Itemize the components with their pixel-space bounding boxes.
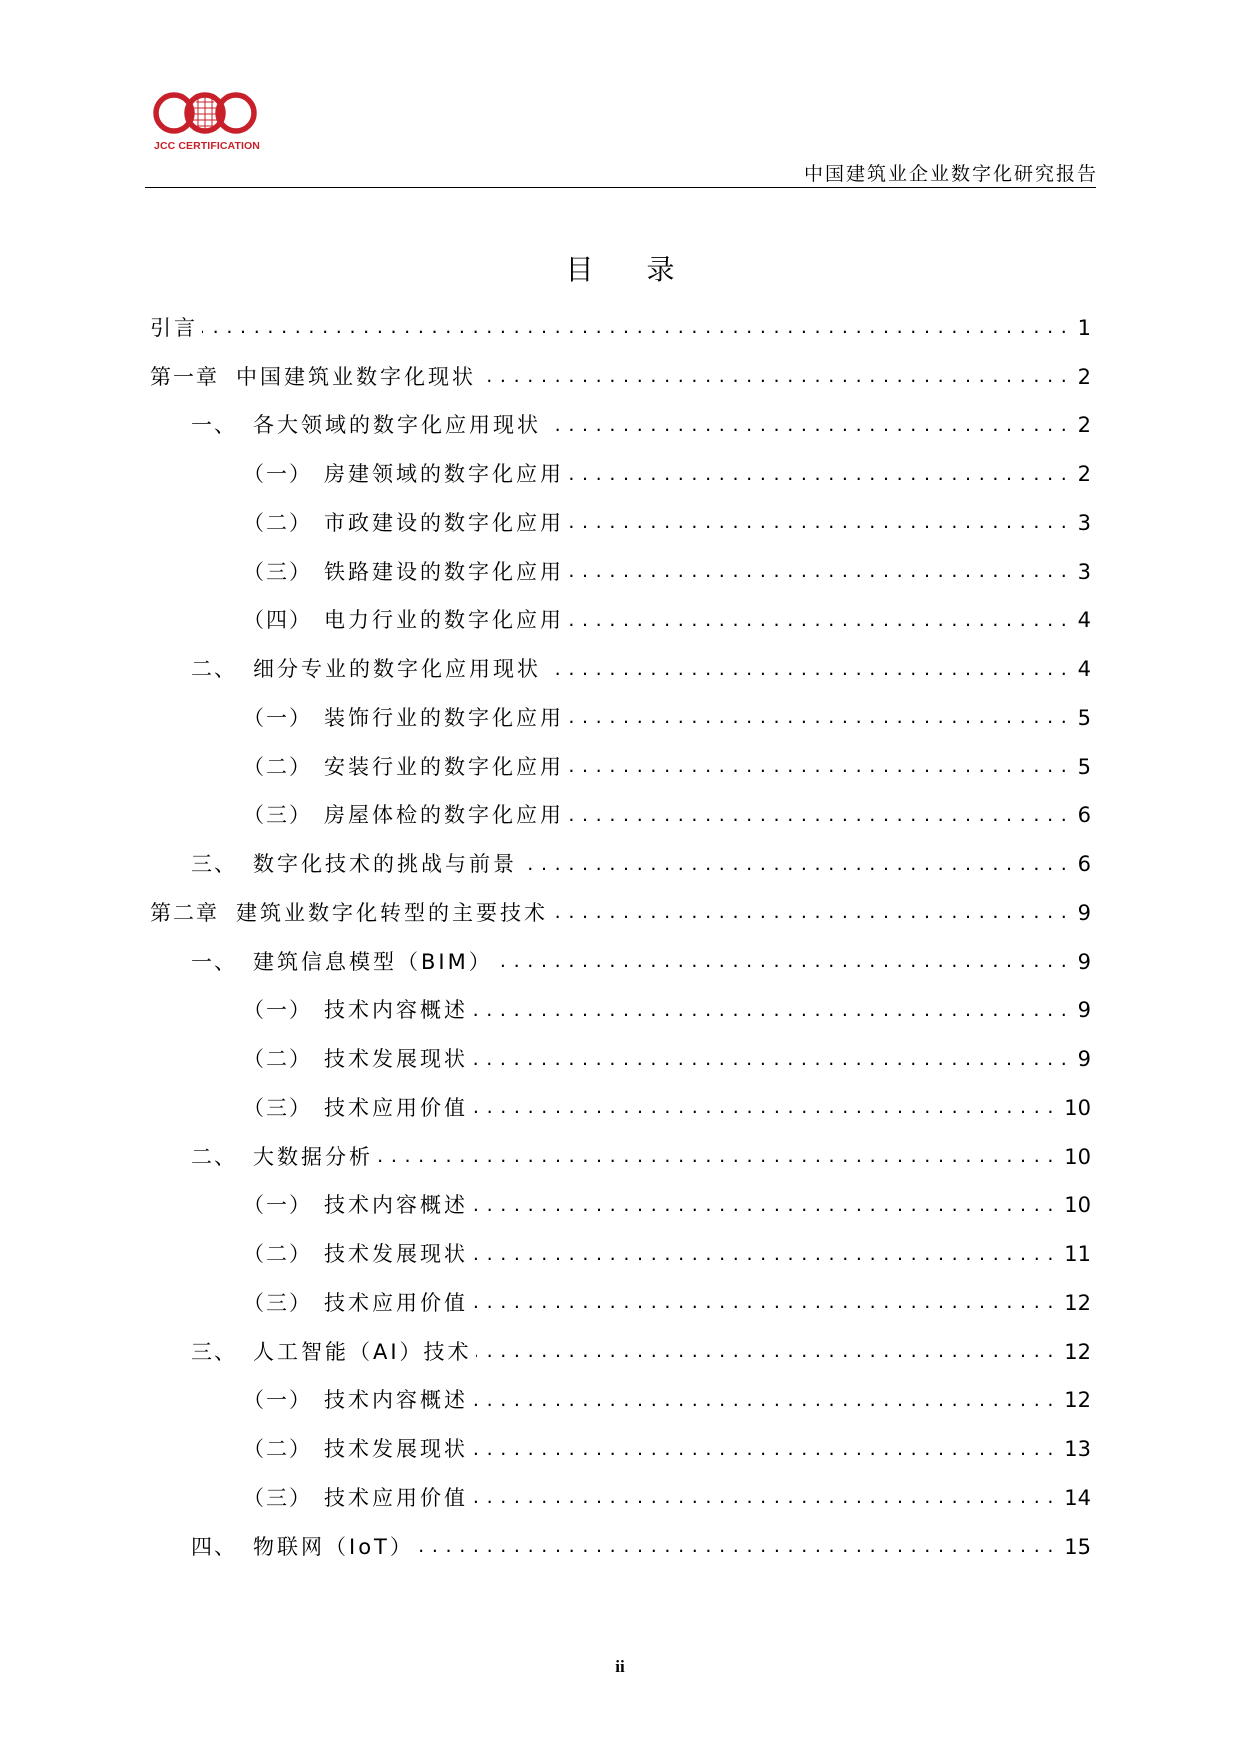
- table-of-contents: [150, 304, 1091, 1572]
- toc-entry-title: 建筑信息模型（BIM）: [253, 949, 493, 974]
- toc-entry-page: 3: [1077, 510, 1091, 535]
- toc-entry-title: 技术发展现状: [324, 1242, 468, 1267]
- toc-dot-leader: [568, 512, 1068, 534]
- toc-dot-leader: [476, 1341, 1055, 1363]
- toc-entry-title: 物联网（IoT）: [253, 1534, 414, 1559]
- toc-entry-page: 4: [1077, 657, 1091, 682]
- toc-entry[interactable]: [150, 402, 1091, 451]
- toc-entry-title: 建筑业数字化转型的主要技术: [236, 900, 548, 925]
- toc-entry-page: 6: [1077, 803, 1091, 828]
- toc-entry-number: 第二章: [150, 900, 219, 925]
- toc-dot-leader: [552, 902, 1068, 924]
- toc-dot-leader: [568, 756, 1068, 778]
- toc-entry-page: 1: [1077, 315, 1091, 340]
- toc-entry-page: 9: [1077, 1047, 1091, 1072]
- toc-entry[interactable]: [150, 499, 1091, 548]
- toc-entry[interactable]: [150, 1523, 1091, 1572]
- toc-entry-title: 技术发展现状: [324, 1437, 468, 1462]
- toc-entry-title: 中国建筑业数字化现状: [236, 364, 476, 389]
- toc-entry-title: 技术内容概述: [324, 1388, 468, 1413]
- toc-entry-page: 6: [1077, 852, 1091, 877]
- toc-entry-number: 二、: [191, 1144, 237, 1169]
- toc-entry-title: 人工智能（AI）技术: [253, 1339, 472, 1364]
- toc-entry-title: 各大领域的数字化应用现状: [253, 413, 541, 438]
- toc-entry-page: 2: [1077, 462, 1091, 487]
- toc-entry-page: 10: [1064, 1193, 1091, 1218]
- toc-entry[interactable]: [150, 450, 1091, 499]
- toc-dot-leader: [472, 1049, 1068, 1071]
- toc-entry-title: 安装行业的数字化应用: [324, 754, 564, 779]
- toc-heading: 目 录: [565, 253, 697, 286]
- toc-entry-title: 技术内容概述: [324, 1193, 468, 1218]
- toc-entry-number: （一）: [243, 1193, 312, 1218]
- toc-entry-number: （二）: [243, 754, 312, 779]
- toc-entry-title: 铁路建设的数字化应用: [324, 559, 564, 584]
- toc-dot-leader: [568, 805, 1068, 827]
- toc-entry-page: 2: [1077, 364, 1091, 389]
- toc-entry[interactable]: [150, 1133, 1091, 1182]
- toc-dot-leader: [480, 366, 1068, 388]
- toc-entry-number: （三）: [243, 1095, 312, 1120]
- toc-entry-page: 11: [1064, 1242, 1091, 1267]
- toc-entry-title: 引言: [150, 315, 198, 340]
- header-divider: [145, 187, 1096, 188]
- toc-entry-number: （一）: [243, 1388, 312, 1413]
- toc-entry-title: 细分专业的数字化应用现状: [253, 657, 541, 682]
- toc-entry-number: 一、: [191, 413, 237, 438]
- toc-entry[interactable]: [150, 304, 1091, 353]
- toc-entry-page: 10: [1064, 1095, 1091, 1120]
- toc-entry-page: 13: [1064, 1437, 1091, 1462]
- toc-dot-leader: [472, 1439, 1054, 1461]
- toc-dot-leader: [472, 1195, 1054, 1217]
- toc-entry[interactable]: [150, 889, 1091, 938]
- toc-entry-number: （一）: [243, 705, 312, 730]
- toc-entry-page: 15: [1064, 1534, 1091, 1559]
- toc-entry-number: （二）: [243, 1047, 312, 1072]
- toc-entry[interactable]: [150, 1084, 1091, 1133]
- toc-entry-page: 14: [1064, 1485, 1091, 1510]
- toc-entry-number: （三）: [243, 803, 312, 828]
- toc-entry[interactable]: [150, 353, 1091, 402]
- toc-entry-title: 电力行业的数字化应用: [324, 608, 564, 633]
- report-title: 中国建筑业企业数字化研究报告: [803, 163, 1098, 185]
- toc-entry-number: （三）: [243, 1485, 312, 1510]
- toc-entry[interactable]: [150, 1182, 1091, 1231]
- toc-dot-leader: [418, 1536, 1054, 1558]
- toc-entry-number: （二）: [243, 1437, 312, 1462]
- toc-entry-page: 9: [1077, 949, 1091, 974]
- toc-entry-number: 四、: [191, 1534, 237, 1559]
- toc-dot-leader: [545, 659, 1068, 681]
- logo-text: JCC CERTIFICATION: [154, 140, 260, 152]
- toc-dot-leader: [472, 1244, 1054, 1266]
- toc-entry-page: 5: [1077, 705, 1091, 730]
- toc-entry[interactable]: [150, 1474, 1091, 1523]
- toc-entry[interactable]: [150, 645, 1091, 694]
- toc-entry[interactable]: [150, 743, 1091, 792]
- toc-entry-title: 技术应用价值: [324, 1290, 468, 1315]
- toc-dot-leader: [472, 1487, 1054, 1509]
- toc-entry[interactable]: [150, 1230, 1091, 1279]
- toc-entry[interactable]: [150, 1035, 1091, 1084]
- toc-entry-title: 房屋体检的数字化应用: [324, 803, 564, 828]
- toc-dot-leader: [568, 464, 1068, 486]
- toc-entry-number: （四）: [243, 608, 312, 633]
- toc-entry-number: （一）: [243, 998, 312, 1023]
- toc-entry-number: （三）: [243, 559, 312, 584]
- toc-dot-leader: [472, 1097, 1054, 1119]
- jcc-logo: [150, 88, 270, 158]
- toc-dot-leader: [472, 1292, 1054, 1314]
- toc-entry[interactable]: [150, 1425, 1091, 1474]
- toc-entry-title: 大数据分析: [253, 1144, 373, 1169]
- toc-entry-title: 技术应用价值: [324, 1095, 468, 1120]
- toc-entry-title: 技术内容概述: [324, 998, 468, 1023]
- toc-entry-page: 9: [1077, 998, 1091, 1023]
- toc-dot-leader: [521, 854, 1068, 876]
- toc-entry[interactable]: [150, 1377, 1091, 1426]
- toc-entry-number: （二）: [243, 510, 312, 535]
- toc-entry[interactable]: [150, 987, 1091, 1036]
- toc-entry-page: 12: [1064, 1388, 1091, 1413]
- toc-dot-leader: [472, 1000, 1068, 1022]
- page-number: ii: [615, 1657, 625, 1676]
- toc-entry[interactable]: [150, 1279, 1091, 1328]
- toc-entry-title: 技术应用价值: [324, 1485, 468, 1510]
- toc-entry[interactable]: [150, 938, 1091, 987]
- toc-entry[interactable]: [150, 840, 1091, 889]
- toc-entry-page: 5: [1077, 754, 1091, 779]
- toc-entry-title: 市政建设的数字化应用: [324, 510, 564, 535]
- toc-entry-page: 10: [1064, 1144, 1091, 1169]
- toc-entry-number: （一）: [243, 462, 312, 487]
- toc-entry-page: 12: [1064, 1339, 1091, 1364]
- toc-entry-number: 三、: [191, 1339, 237, 1364]
- toc-entry-number: （三）: [243, 1290, 312, 1315]
- toc-entry-page: 9: [1077, 900, 1091, 925]
- toc-dot-leader: [472, 1390, 1054, 1412]
- toc-entry-page: 2: [1077, 413, 1091, 438]
- toc-entry-title: 技术发展现状: [324, 1047, 468, 1072]
- toc-entry-title: 数字化技术的挑战与前景: [253, 852, 517, 877]
- toc-dot-leader: [568, 561, 1068, 583]
- toc-entry[interactable]: [150, 548, 1091, 597]
- toc-entry[interactable]: [150, 1328, 1091, 1377]
- toc-dot-leader: [202, 317, 1068, 339]
- toc-entry[interactable]: [150, 792, 1091, 841]
- toc-entry[interactable]: [150, 694, 1091, 743]
- toc-entry-number: 二、: [191, 657, 237, 682]
- toc-dot-leader: [545, 415, 1068, 437]
- jcc-rings-icon: [150, 88, 260, 140]
- toc-dot-leader: [497, 951, 1068, 973]
- toc-entry-number: 一、: [191, 949, 237, 974]
- toc-entry-page: 12: [1064, 1290, 1091, 1315]
- toc-entry-page: 4: [1077, 608, 1091, 633]
- toc-entry-title: 房建领域的数字化应用: [324, 462, 564, 487]
- toc-dot-leader: [568, 610, 1068, 632]
- toc-entry-number: （二）: [243, 1242, 312, 1267]
- toc-entry-title: 装饰行业的数字化应用: [324, 705, 564, 730]
- toc-entry-number: 第一章: [150, 364, 219, 389]
- toc-entry-page: 3: [1077, 559, 1091, 584]
- toc-entry[interactable]: [150, 597, 1091, 646]
- toc-dot-leader: [377, 1146, 1054, 1168]
- toc-entry-number: 三、: [191, 852, 237, 877]
- toc-dot-leader: [568, 707, 1068, 729]
